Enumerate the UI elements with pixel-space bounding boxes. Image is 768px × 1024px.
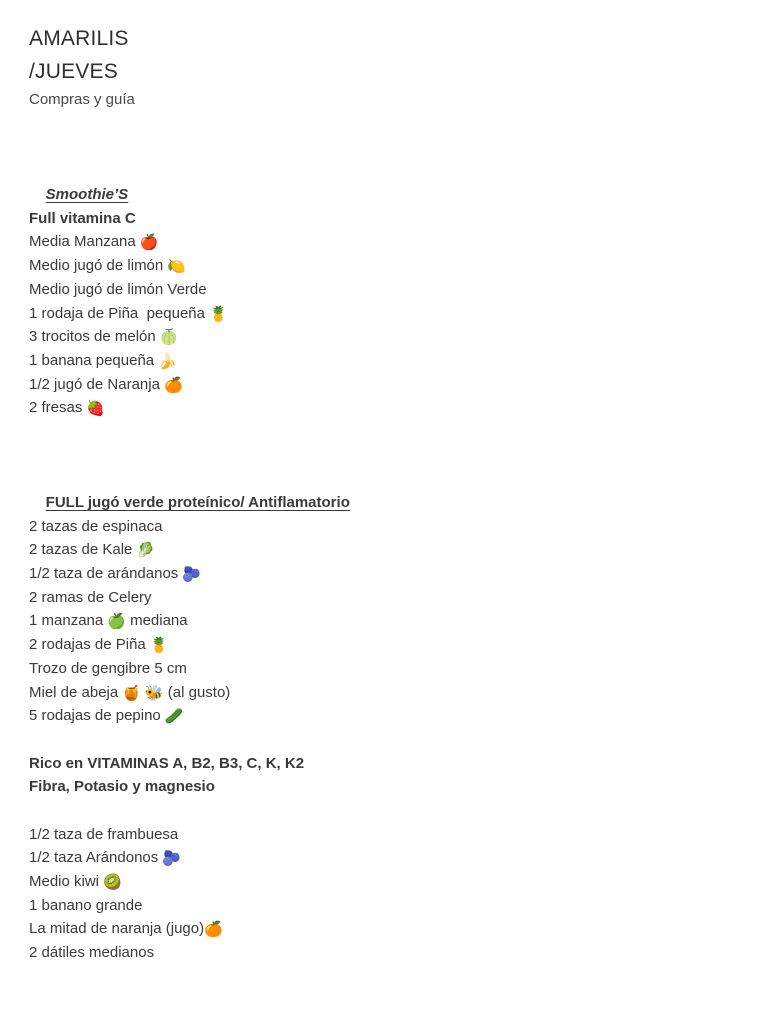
ingredient-text: 3 trocitos de melón <box>29 328 156 346</box>
ingredient-text: 1/2 taza Arándonos <box>29 849 159 867</box>
melon-icon: 🍈 <box>159 328 179 347</box>
ingredient-text: Media Manzana <box>29 233 136 251</box>
ingredient-item <box>29 254 768 278</box>
ingredient-text: 2 ramas de Celery <box>29 588 152 606</box>
ingredient-list-jugo-verde <box>29 515 768 728</box>
cucumber-icon: 🥒 <box>164 707 184 726</box>
ingredient-item <box>29 633 768 657</box>
ingredient-item <box>29 917 768 941</box>
note-title-line-1: AMARILIS <box>29 27 129 50</box>
orange-icon: 🍊 <box>204 920 223 939</box>
kiwi-icon: 🥝 <box>103 873 122 891</box>
ingredient-item <box>29 870 768 894</box>
note-subtitle: Compras y guía <box>29 91 135 108</box>
ingredient-item <box>29 230 768 254</box>
recipe-subtitle-fibra: Fibra, Potasio y magnesio <box>29 778 215 796</box>
ingredient-item <box>29 586 768 610</box>
ingredient-item <box>29 657 768 681</box>
ingredient-text: 1/2 taza de arándanos <box>29 565 179 583</box>
ingredient-text: Medio jugó de limón <box>29 257 164 275</box>
ingredient-text: 1 banana pequeña <box>29 351 155 369</box>
ingredient-text: Trozo de gengibre 5 cm <box>29 659 187 677</box>
banana-icon: 🍌 <box>158 351 177 370</box>
ingredient-item <box>29 325 768 349</box>
ingredient-text: Miel de abeja <box>29 683 119 701</box>
honey-pot-icon: 🍯 <box>122 683 141 702</box>
ingredient-text: La mitad de naranja (jugo) <box>29 920 205 938</box>
ingredient-item <box>29 609 768 633</box>
ingredient-item <box>29 349 768 373</box>
ingredient-text: 1 manzana <box>29 612 104 630</box>
leafy-green-icon: 🥬 <box>136 541 156 560</box>
ingredient-text-suffix: (al gusto) <box>163 683 231 701</box>
note-title-line-2: /JUEVES <box>29 60 118 83</box>
ingredient-item <box>29 515 768 539</box>
blueberries-icon: 🫐 <box>182 565 201 584</box>
ingredient-item <box>29 562 768 586</box>
ingredient-text: 1/2 jugó de Naranja <box>29 375 160 393</box>
section-heading-jugo-verde-label: FULL jugó verde proteínico/ Antiflamatorio <box>45 494 350 512</box>
strawberry-icon: 🍓 <box>86 399 106 418</box>
ingredient-item <box>29 846 768 870</box>
ingredient-item <box>29 302 768 326</box>
ingredient-list-vitamina-c <box>29 230 768 420</box>
ingredient-item <box>29 278 768 302</box>
pineapple-icon: 🍍 <box>208 304 228 323</box>
ingredient-text-suffix: mediana <box>125 612 188 630</box>
pineapple-icon: 🍍 <box>149 636 169 655</box>
ingredient-item <box>29 396 768 420</box>
ingredient-text: 1 banano grande <box>29 896 143 914</box>
ingredient-item <box>29 704 768 728</box>
section-heading-smoothies-label: Smoothie’S <box>45 186 129 204</box>
ingredient-text: 2 rodajas de Piña <box>29 636 146 654</box>
green-apple-icon: 🍏 <box>107 612 126 631</box>
ingredient-text: 2 tazas de espinaca <box>29 517 163 535</box>
lemon-icon: 🍋 <box>167 257 186 276</box>
bee-icon: 🐝 <box>144 683 164 702</box>
recipe-title-full-vitamina-c: Full vitamina C <box>29 209 136 227</box>
ingredient-text: 2 dátiles medianos <box>29 944 155 962</box>
ingredient-text: 2 fresas <box>29 399 83 417</box>
orange-icon: 🍊 <box>163 375 183 394</box>
ingredient-text: Medio kiwi <box>29 873 100 890</box>
ingredient-text: 5 rodajas de pepino <box>29 707 161 725</box>
recipe-title-vitaminas: Rico en VITAMINAS A, B2, B3, C, K, K2 <box>29 754 305 772</box>
ingredient-text: 2 tazas de Kale <box>29 541 133 559</box>
ingredient-item <box>29 681 768 705</box>
ingredient-item <box>29 373 768 397</box>
ingredient-list-vitaminas <box>29 823 768 965</box>
section-heading-jugo-verde <box>29 467 768 512</box>
ingredient-text: Medio jugó de limón Verde <box>29 280 207 298</box>
ingredient-item <box>29 823 768 847</box>
section-heading-smoothies <box>29 159 768 204</box>
ingredient-item <box>29 941 768 965</box>
blueberries-icon: 🫐 <box>162 849 181 868</box>
ingredient-text: 1 rodaja de Piña pequeña <box>29 304 205 322</box>
ingredient-text: 1/2 taza de frambuesa <box>29 825 179 843</box>
ingredient-item <box>29 894 768 918</box>
red-apple-icon: 🍎 <box>139 233 159 252</box>
ingredient-item <box>29 538 768 562</box>
